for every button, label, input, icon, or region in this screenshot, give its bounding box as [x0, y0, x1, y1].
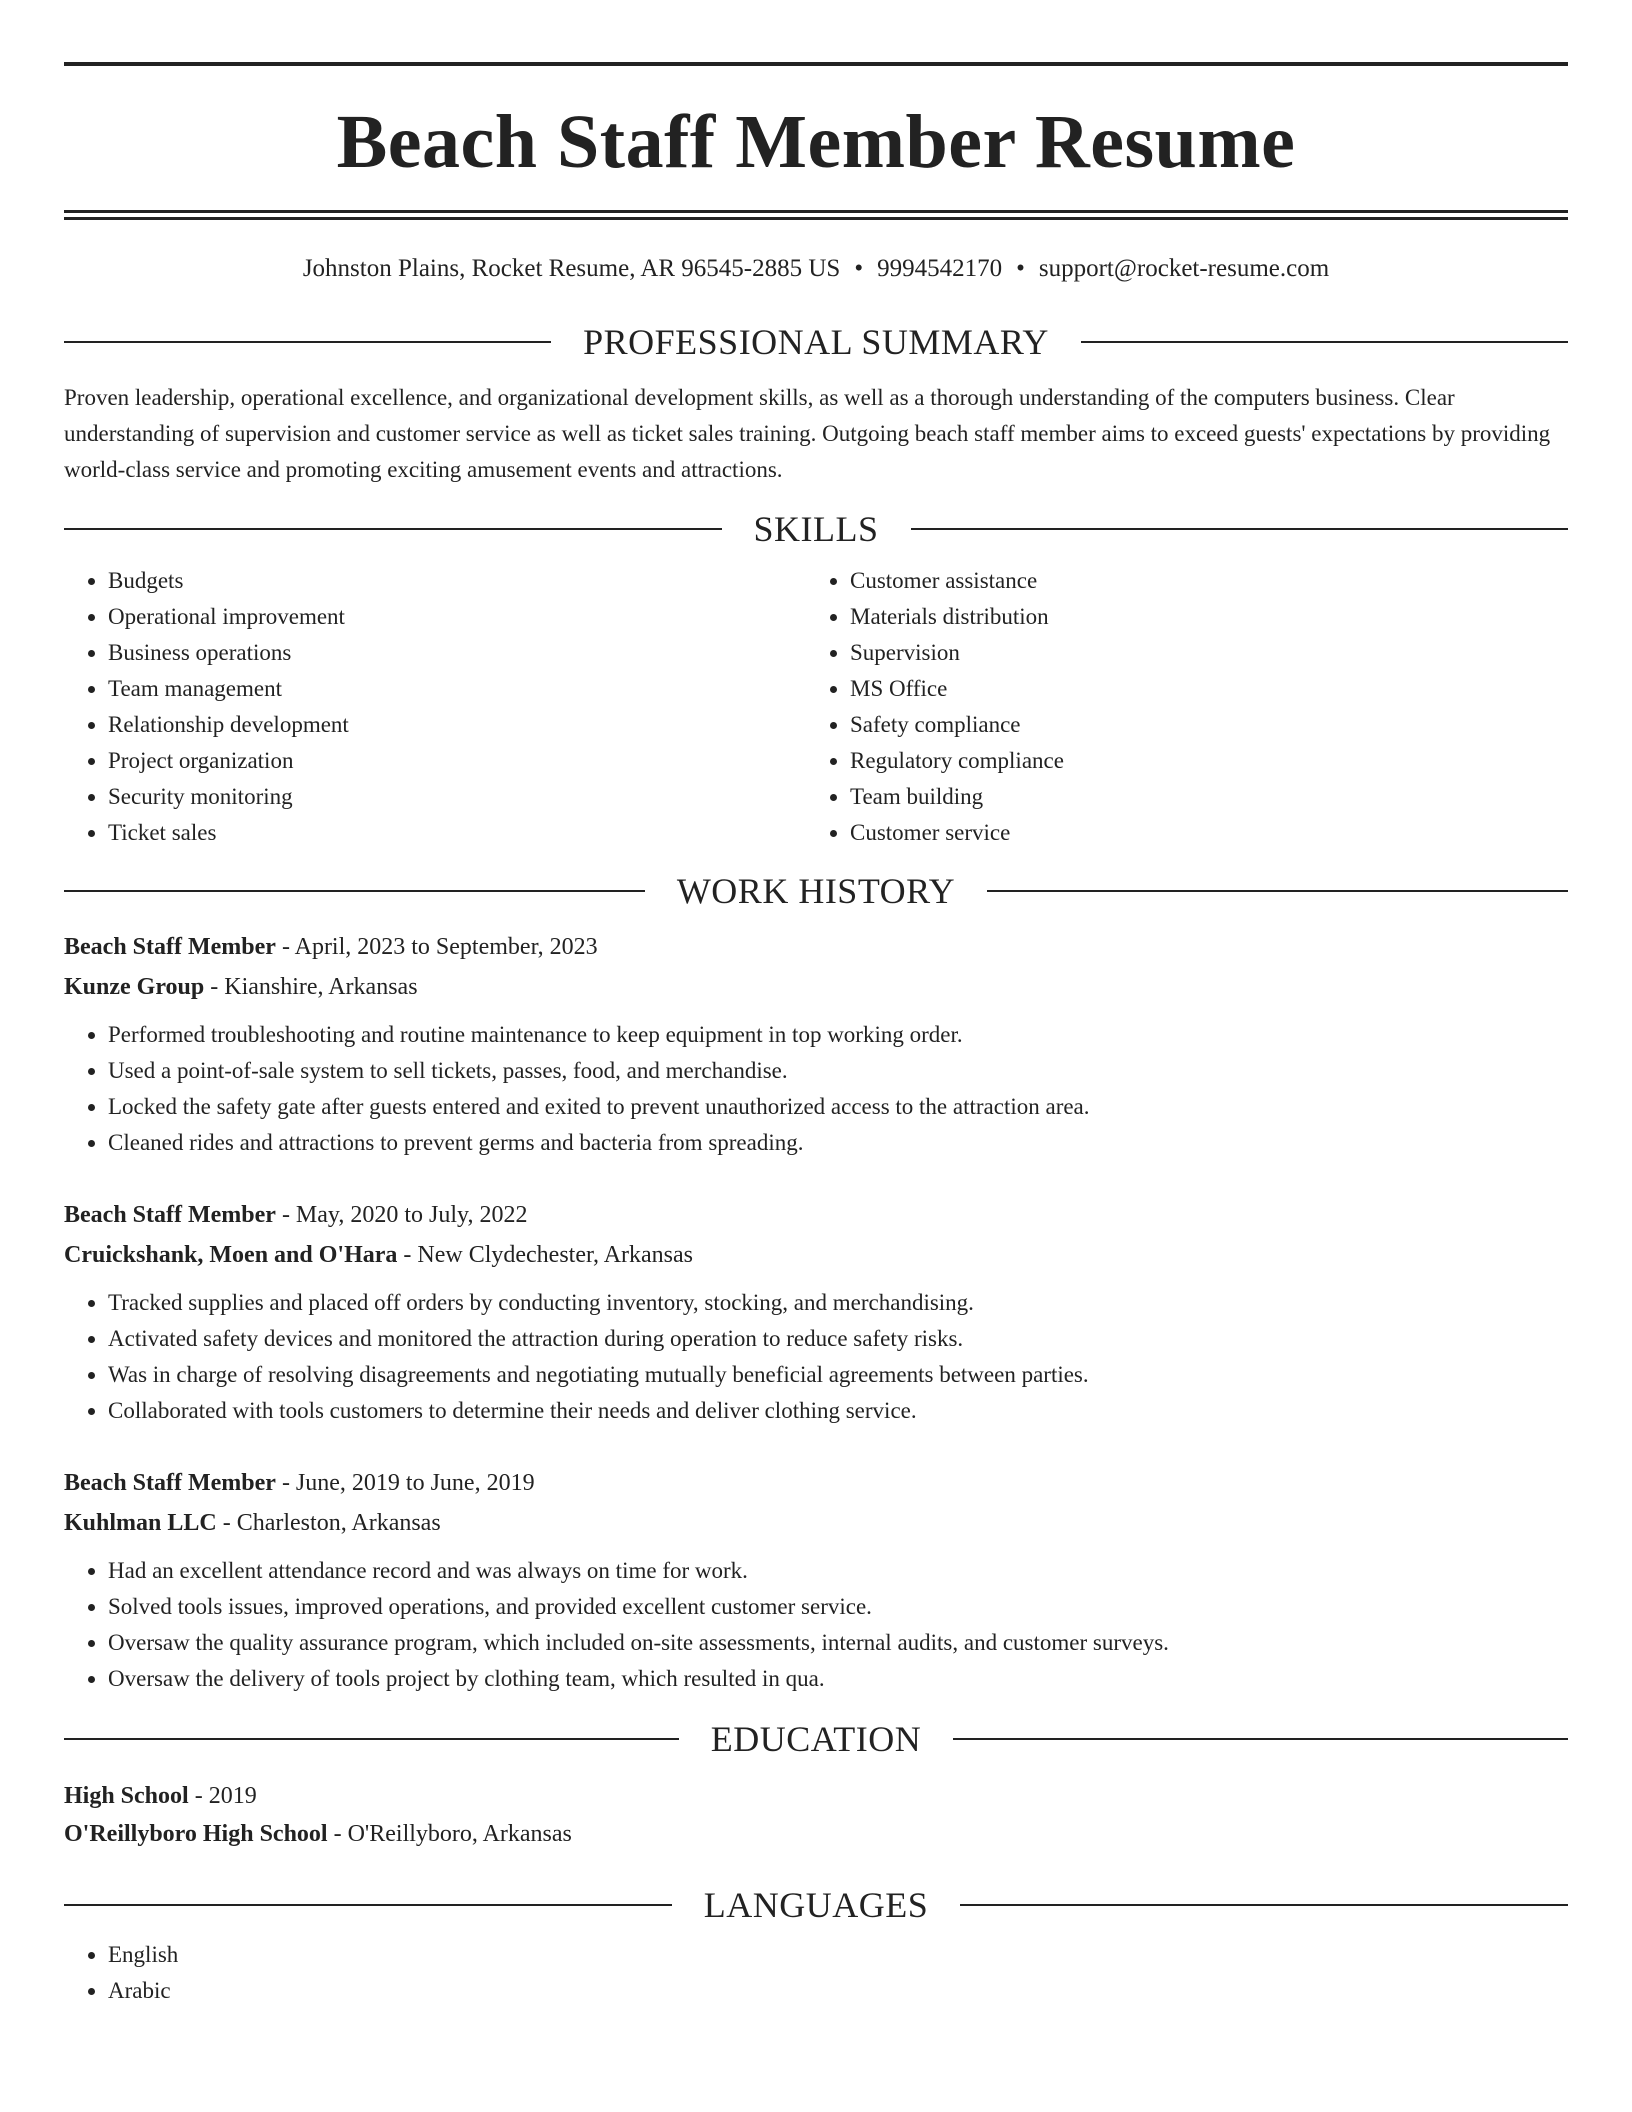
job-location: - Charleston, Arkansas	[216, 1510, 441, 1536]
section-title: WORK HISTORY	[676, 871, 956, 911]
section-title: LANGUAGES	[703, 1885, 929, 1925]
job-entry	[64, 927, 1568, 1161]
job-company-line	[64, 967, 1568, 1007]
languages-heading	[64, 1887, 1568, 1923]
job-title: Beach Staff Member	[64, 1470, 276, 1496]
job-bullet: • Oversaw the quality assurance program, which included on-site assessments, internal audits, and customer surveys.	[108, 1625, 1568, 1661]
contact-address: Johnston Plains, Rocket Resume, AR 96545-2885 US	[302, 255, 841, 282]
contact-email: support@rocket-resume.com	[1038, 255, 1330, 282]
skill-item: • Relationship development	[108, 707, 806, 743]
divider-line	[911, 528, 1569, 530]
divider-line	[64, 341, 551, 343]
job-bullet: • Locked the safety gate after guests entered and exited to prevent unauthorized access to the attraction area.	[108, 1089, 1568, 1125]
job-dates: - June, 2019 to June, 2019	[275, 1470, 535, 1496]
job-title: Beach Staff Member	[64, 1202, 276, 1228]
job-bullet: • Activated safety devices and monitored the attraction during operation to reduce safety risks.	[108, 1321, 1568, 1357]
language-item: • English	[108, 1937, 1568, 1973]
divider-line	[64, 1904, 672, 1906]
skill-item: • Customer assistance	[850, 563, 1548, 599]
skill-item: • Team building	[850, 779, 1548, 815]
job-company: Kuhlman LLC	[64, 1510, 217, 1536]
job-company-line	[64, 1235, 1568, 1275]
skill-item: • Materials distribution	[850, 599, 1548, 635]
education-year: - 2019	[188, 1783, 257, 1809]
education-degree: High School	[64, 1783, 189, 1809]
education-degree-line	[64, 1777, 1568, 1815]
job-title-line	[64, 1195, 1568, 1235]
education-entry	[64, 1777, 1568, 1853]
job-bullet: • Cleaned rides and attractions to prevent germs and bacteria from spreading.	[108, 1125, 1568, 1161]
job-bullet: • Collaborated with tools customers to determine their needs and deliver clothing service.	[108, 1393, 1568, 1429]
resume-title: Beach Staff Member Resume	[336, 100, 1296, 184]
section-title: PROFESSIONAL SUMMARY	[583, 322, 1049, 362]
section-title: EDUCATION	[710, 1719, 922, 1759]
divider-line	[953, 1738, 1568, 1740]
job-bullet: • Performed troubleshooting and routine maintenance to keep equipment in top working order.	[108, 1017, 1568, 1053]
job-entry	[64, 1195, 1568, 1429]
summary-text: Proven leadership, operational excellence, and organizational development skills, as well as a thorough understanding of the computers business. Clear understanding of supervision and customer service as well as ticket sales training. Outgoing beach staff member aims to exceed guests' expectations by providing world-class service and promoting exciting amusement events and attractions.	[64, 385, 1551, 482]
job-location: - New Clydechester, Arkansas	[397, 1242, 694, 1268]
job-dates: - April, 2023 to September, 2023	[275, 934, 598, 960]
job-company: Kunze Group	[64, 974, 205, 1000]
contact-separator: •	[1016, 255, 1025, 282]
title-double-rule	[64, 210, 1568, 220]
skills-column-right	[806, 563, 1548, 851]
skills-heading	[64, 511, 1568, 547]
job-bullet: • Used a point-of-sale system to sell tickets, passes, food, and merchandise.	[108, 1053, 1568, 1089]
divider-line	[960, 1904, 1568, 1906]
divider-line	[987, 890, 1568, 892]
skill-item: • MS Office	[850, 671, 1548, 707]
job-dates: - May, 2020 to July, 2022	[275, 1202, 528, 1228]
skills-list	[64, 563, 1568, 851]
contact-line	[64, 254, 1568, 284]
job-location: - Kianshire, Arkansas	[204, 974, 418, 1000]
job-title-line	[64, 927, 1568, 967]
education-school-line	[64, 1815, 1568, 1853]
section-title: SKILLS	[753, 509, 879, 549]
job-title-line	[64, 1463, 1568, 1503]
contact-separator: •	[854, 255, 864, 282]
job-title: Beach Staff Member	[64, 934, 276, 960]
skill-item: • Customer service	[850, 815, 1548, 851]
skill-item: • Regulatory compliance	[850, 743, 1548, 779]
language-item: • Arabic	[108, 1973, 1568, 2009]
divider-line	[1081, 341, 1568, 343]
skills-column-left	[64, 563, 806, 851]
job-company-line	[64, 1503, 1568, 1543]
job-bullets	[64, 1553, 1568, 1697]
skill-item: • Team management	[108, 671, 806, 707]
education-school: O'Reillyboro High School	[64, 1821, 328, 1847]
skill-item: • Budgets	[108, 563, 806, 599]
job-bullet: • Had an excellent attendance record and was always on time for work.	[108, 1553, 1568, 1589]
job-company: Cruickshank, Moen and O'Hara	[64, 1242, 398, 1268]
job-entry	[64, 1463, 1568, 1697]
job-bullets	[64, 1285, 1568, 1429]
divider-line	[64, 528, 722, 530]
job-bullet: • Oversaw the delivery of tools project by clothing team, which resulted in qua.	[108, 1661, 1568, 1697]
skill-item: • Security monitoring	[108, 779, 806, 815]
skill-item: • Operational improvement	[108, 599, 806, 635]
work-heading	[64, 873, 1568, 909]
summary-heading	[64, 324, 1568, 360]
job-bullets	[64, 1017, 1568, 1161]
job-bullet: • Was in charge of resolving disagreements and negotiating mutually beneficial agreements between parties.	[108, 1357, 1568, 1393]
education-heading	[64, 1721, 1568, 1757]
skill-item: • Business operations	[108, 635, 806, 671]
job-bullet: • Solved tools issues, improved operations, and provided excellent customer service.	[108, 1589, 1568, 1625]
divider-line	[64, 890, 645, 892]
education-location: - O'Reillyboro, Arkansas	[327, 1821, 572, 1847]
contact-phone: 9994542170	[877, 255, 1003, 282]
skill-item: • Safety compliance	[850, 707, 1548, 743]
skill-item: • Project organization	[108, 743, 806, 779]
job-bullet: • Tracked supplies and placed off orders by conducting inventory, stocking, and merchandising.	[108, 1285, 1568, 1321]
skill-item: • Supervision	[850, 635, 1548, 671]
languages-list	[64, 1937, 1568, 2009]
top-rule	[64, 62, 1568, 66]
skill-item: • Ticket sales	[108, 815, 806, 851]
divider-line	[64, 1738, 679, 1740]
